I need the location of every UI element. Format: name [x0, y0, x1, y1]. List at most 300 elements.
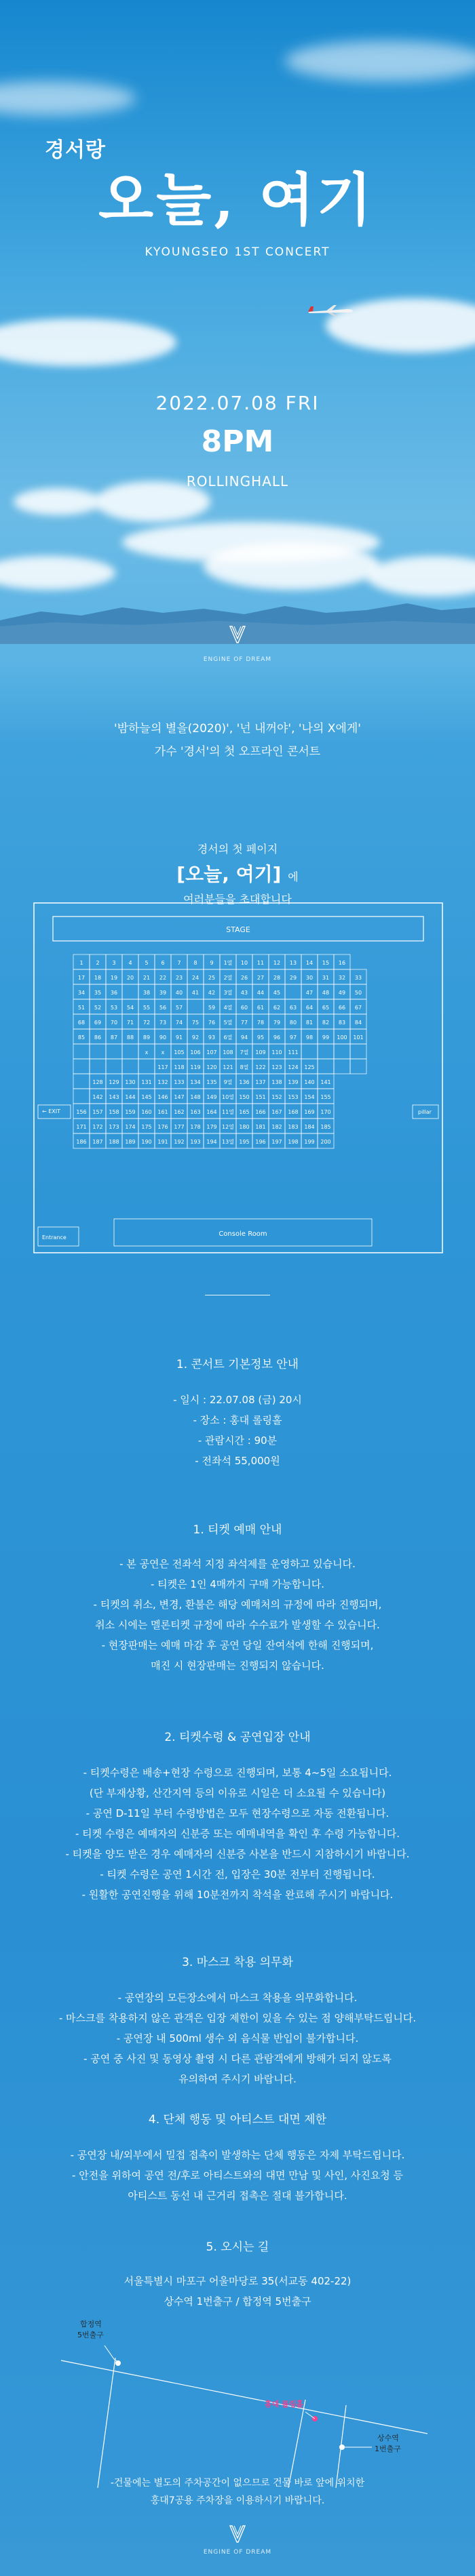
- seat-number: 196: [255, 1139, 266, 1145]
- seat-number: 168: [288, 1109, 299, 1115]
- console-room-label: Console Room: [218, 1230, 267, 1238]
- section-group-body: [0, 2145, 475, 2206]
- concert-date: 2022.07.08 FRI: [155, 392, 320, 414]
- seat-number: 186: [76, 1139, 87, 1145]
- cloud: [0, 319, 176, 366]
- seat-number: 20: [126, 975, 134, 981]
- seat-cell: [187, 999, 204, 1014]
- seat-number: 56: [159, 1005, 167, 1011]
- seat-cell: [318, 1044, 334, 1059]
- row-label: 3열: [223, 990, 233, 996]
- exit-label: ← EXIT: [42, 1108, 61, 1114]
- seat-number: 89: [142, 1034, 151, 1041]
- concert-time: 8PM: [201, 424, 274, 459]
- info-line: - 공연 중 사진 및 동영상 촬영 시 다른 관람객에게 방해가 되지 않도록: [83, 2053, 392, 2065]
- seat-number: 15: [322, 960, 330, 966]
- seat-number: 171: [76, 1124, 87, 1130]
- seat-number: 32: [338, 975, 346, 981]
- seat-number: 158: [109, 1109, 119, 1115]
- info-line: - 안전을 위하여 공연 전/후로 아티스트와의 대면 만남 및 사인, 사진요청 등: [72, 2169, 403, 2181]
- seat-number: 187: [92, 1139, 103, 1145]
- seat-cell: [73, 1059, 90, 1074]
- seat-number: 71: [126, 1020, 134, 1026]
- seat-number: 34: [77, 990, 86, 996]
- pillar-label: pillar: [418, 1109, 432, 1115]
- seat-number: 60: [240, 1005, 248, 1011]
- seat-number: 163: [190, 1109, 201, 1115]
- seat-number: 19: [110, 975, 118, 981]
- seat-number: 185: [320, 1124, 331, 1130]
- seat-number: 175: [141, 1124, 152, 1130]
- seat-cell: [334, 1044, 350, 1059]
- seat-number: x: [161, 1049, 165, 1055]
- seat-number: 4: [128, 960, 132, 966]
- seat-number: 179: [206, 1124, 217, 1130]
- seat-number: 48: [322, 990, 330, 996]
- seat-number: 108: [223, 1049, 233, 1055]
- seat-number: 137: [255, 1079, 266, 1085]
- seat-number: 194: [206, 1139, 217, 1145]
- row-label: 11열: [222, 1109, 234, 1115]
- seat-number: 61: [256, 1005, 265, 1011]
- entrance-label: Entrance: [42, 1234, 66, 1241]
- seat-number: 96: [273, 1034, 281, 1041]
- info-line: - 마스크를 착용하지 않은 관객은 입장 제한이 있을 수 있는 점 양해부탁드립니다.: [58, 2012, 417, 2024]
- concert-venue: ROLLINGHALL: [186, 473, 289, 489]
- seat-number: 132: [157, 1079, 168, 1085]
- seat-number: 72: [142, 1020, 151, 1026]
- seat-number: 97: [289, 1034, 297, 1041]
- seat-number: 59: [208, 1005, 216, 1011]
- seat-number: 77: [240, 1020, 248, 1026]
- row-label: 4열: [223, 1005, 233, 1011]
- seat-number: 65: [322, 1005, 330, 1011]
- seat-number: 44: [256, 990, 265, 996]
- seat-number: 100: [337, 1034, 347, 1041]
- seat-number: 7: [177, 960, 181, 966]
- seat-number: 92: [191, 1034, 200, 1041]
- seat-number: 70: [110, 1020, 118, 1026]
- seat-number: 119: [190, 1064, 201, 1070]
- section-basic-info-title: 1. 콘서트 기본정보 안내: [176, 1358, 299, 1371]
- sangsu-exit-label: 1번출구: [375, 2444, 401, 2453]
- row-label: 5열: [223, 1020, 233, 1026]
- seat-cell: [350, 1059, 366, 1074]
- seat-number: 200: [320, 1139, 331, 1145]
- seat-number: 141: [320, 1079, 331, 1085]
- seat-grid: [73, 954, 366, 1148]
- footer-logo: [221, 2523, 254, 2545]
- seat-number: 55: [142, 1005, 151, 1011]
- seat-number: 28: [273, 975, 281, 981]
- seat-number: 178: [190, 1124, 201, 1130]
- seat-number: 38: [142, 990, 151, 996]
- seat-number: 146: [157, 1094, 168, 1100]
- seat-number: 147: [174, 1094, 185, 1100]
- seat-number: 161: [157, 1109, 168, 1115]
- seat-number: 54: [126, 1005, 134, 1011]
- logo-text: ENGINE OF DREAM: [203, 656, 272, 663]
- seat-number: 197: [271, 1139, 282, 1145]
- seat-number: 142: [92, 1094, 103, 1100]
- seat-number: 181: [255, 1124, 266, 1130]
- seat-number: 81: [305, 1020, 314, 1026]
- seat-number: 190: [141, 1139, 152, 1145]
- seat-number: 78: [256, 1020, 265, 1026]
- intro-invitation: 여러분들을 초대합니다: [183, 893, 292, 906]
- seat-number: 189: [125, 1139, 136, 1145]
- info-line: - 티켓수령은 배송+현장 수령으로 진행되며, 보통 4~5일 소요됩니다.: [83, 1767, 392, 1779]
- seat-number: 176: [157, 1124, 168, 1130]
- intro-first-concert: 가수 '경서'의 첫 오프라인 콘서트: [154, 745, 321, 759]
- seat-number: x: [145, 1049, 149, 1055]
- seat-number: 125: [304, 1064, 315, 1070]
- seat-number: 18: [94, 975, 102, 981]
- row-label: 1열: [223, 960, 233, 966]
- seat-number: 101: [353, 1034, 364, 1041]
- row-label: 9열: [223, 1079, 233, 1085]
- seat-number: 149: [206, 1094, 217, 1100]
- seat-number: 25: [208, 975, 216, 981]
- road: [61, 2360, 428, 2434]
- seat-number: 45: [273, 990, 281, 996]
- seat-number: 165: [239, 1109, 250, 1115]
- seat-number: 183: [288, 1124, 299, 1130]
- section-directions-body: [0, 2271, 475, 2312]
- seat-number: 133: [174, 1079, 185, 1085]
- seat-number: 17: [77, 975, 86, 981]
- seat-number: 128: [92, 1079, 103, 1085]
- seat-number: 192: [174, 1139, 185, 1145]
- seat-number: 191: [157, 1139, 168, 1145]
- section-ticket-entry-title: 2. 티켓수령 & 공연입장 안내: [164, 1731, 311, 1744]
- airplane-icon: [307, 304, 354, 317]
- seat-number: 13: [289, 960, 297, 966]
- seat-number: 64: [305, 1005, 314, 1011]
- seat-number: 53: [110, 1005, 118, 1011]
- seat-number: 73: [159, 1020, 167, 1026]
- seat-number: 66: [338, 1005, 346, 1011]
- seat-number: 49: [338, 990, 346, 996]
- info-line: 아티스트 동선 내 근거리 접촉은 절대 불가합니다.: [128, 2190, 347, 2202]
- seat-number: 95: [256, 1034, 265, 1041]
- seat-number: 1: [79, 960, 83, 966]
- seat-number: 5: [145, 960, 149, 966]
- seat-number: 134: [190, 1079, 201, 1085]
- info-line: 유의하여 주시기 바랍니다.: [178, 2073, 297, 2085]
- seat-number: 123: [271, 1064, 282, 1070]
- seat-number: 80: [289, 1020, 297, 1026]
- seat-number: 63: [289, 1005, 297, 1011]
- parking-line: -건물에는 별도의 주차공간이 없으므로 건물 바로 앞에 위치한: [110, 2478, 365, 2489]
- intro-highlight: [0, 860, 475, 887]
- seat-number: 117: [157, 1064, 168, 1070]
- seat-number: 91: [175, 1034, 183, 1041]
- seat-number: 150: [239, 1094, 250, 1100]
- seat-cell: [122, 1059, 138, 1074]
- seat-cell: [90, 1044, 106, 1059]
- seat-number: 105: [174, 1049, 185, 1055]
- info-line: - 공연장의 모든장소에서 마스크 착용을 의무화합니다.: [117, 1992, 358, 2004]
- section-ticket-booking-title: 1. 티켓 예매 안내: [193, 1523, 282, 1537]
- seat-cell: [73, 1044, 90, 1059]
- seat-number: 74: [175, 1020, 183, 1026]
- seat-number: 184: [304, 1124, 315, 1130]
- seat-number: 35: [94, 990, 102, 996]
- seat-number: 130: [125, 1079, 136, 1085]
- section-directions-title: 5. 오시는 길: [206, 2240, 269, 2254]
- seat-number: 31: [322, 975, 330, 981]
- hall-pointer: [305, 2412, 315, 2419]
- seat-number: 14: [305, 960, 314, 966]
- seat-number: 42: [208, 990, 216, 996]
- row-label: 8열: [240, 1064, 249, 1070]
- seat-number: 62: [273, 1005, 281, 1011]
- seat-number: 24: [191, 975, 200, 981]
- row-label: 2열: [223, 975, 233, 981]
- seat-number: 39: [159, 990, 167, 996]
- seat-cell: [106, 1044, 122, 1059]
- seat-number: 160: [141, 1109, 152, 1115]
- hapjeong-label: 합정역: [80, 2320, 102, 2329]
- info-line: - 티켓 수령은 공연 1시간 전, 입장은 30분 전부터 진행됩니다.: [100, 1868, 375, 1880]
- seat-number: 2: [96, 960, 100, 966]
- seat-number: 145: [141, 1094, 152, 1100]
- seat-number: 156: [76, 1109, 87, 1115]
- info-line: - 공연장 내 500ml 생수 외 음식물 반입이 불가합니다.: [116, 2032, 359, 2045]
- seat-number: 67: [354, 1005, 362, 1011]
- seat-cell: [285, 984, 301, 999]
- seat-number: 139: [288, 1079, 299, 1085]
- stage-label: STAGE: [226, 925, 250, 934]
- seat-number: 151: [255, 1094, 266, 1100]
- info-line: - 본 공연은 전좌석 지정 좌석제를 운영하고 있습니다.: [119, 1558, 356, 1570]
- seat-cell: [73, 1089, 90, 1104]
- seat-number: 169: [304, 1109, 315, 1115]
- seat-number: 87: [110, 1034, 118, 1041]
- hapjeong-pointer: [104, 2346, 119, 2362]
- seat-number: 164: [206, 1109, 217, 1115]
- seat-cell: [73, 1074, 90, 1089]
- seat-number: 50: [354, 990, 362, 996]
- seat-number: 98: [305, 1034, 314, 1041]
- seat-number: 193: [190, 1139, 201, 1145]
- seat-cell: [350, 1044, 366, 1059]
- seat-map: [33, 902, 444, 1254]
- seat-number: 88: [126, 1034, 134, 1041]
- seat-number: 182: [271, 1124, 282, 1130]
- seat-number: 144: [125, 1094, 136, 1100]
- row-label: 6열: [223, 1034, 233, 1041]
- seat-cell: [334, 1059, 350, 1074]
- seat-number: 76: [208, 1020, 216, 1026]
- info-line: (단 부재상황, 산간지역 등의 이유로 시일은 더 소요될 수 있습니다): [89, 1787, 386, 1799]
- seat-number: 157: [92, 1109, 103, 1115]
- seat-number: 152: [271, 1094, 282, 1100]
- info-line: - 현장판매는 예매 마감 후 공연 당일 잔여석에 한해 진행되며,: [101, 1639, 374, 1651]
- seat-number: 195: [239, 1139, 250, 1145]
- seat-number: 27: [256, 975, 265, 981]
- seat-number: 138: [271, 1079, 282, 1085]
- seat-number: 170: [320, 1109, 331, 1115]
- seat-number: 148: [190, 1094, 201, 1100]
- sangsu-label: 상수역: [377, 2434, 399, 2442]
- seat-number: 84: [354, 1020, 362, 1026]
- seat-number: 111: [288, 1049, 299, 1055]
- seat-number: 153: [288, 1094, 299, 1100]
- seat-number: 41: [191, 990, 200, 996]
- seat-cell: [122, 1044, 138, 1059]
- seat-number: 154: [304, 1094, 315, 1100]
- seat-number: 85: [77, 1034, 86, 1041]
- seat-cell: [318, 1059, 334, 1074]
- seat-number: 131: [141, 1079, 152, 1085]
- seat-cell: [106, 1059, 122, 1074]
- seat-number: 26: [240, 975, 248, 981]
- seat-number: 10: [240, 960, 248, 966]
- highlight-suffix: 에: [288, 870, 299, 883]
- seat-number: 82: [322, 1020, 330, 1026]
- info-line: - 전좌석 55,000원: [195, 1455, 280, 1467]
- seat-number: 106: [190, 1049, 201, 1055]
- seat-number: 43: [240, 990, 248, 996]
- parking-notice: [0, 2474, 475, 2510]
- info-line: - 장소 : 홍대 롤링홀: [193, 1414, 282, 1426]
- section-group-title: 4. 단체 행동 및 아티스트 대면 제한: [148, 2113, 327, 2127]
- road: [98, 2358, 115, 2488]
- seat-number: 86: [94, 1034, 102, 1041]
- engine-of-dream-logo: [221, 624, 254, 645]
- info-line: - 티켓은 1인 4매까지 구매 가능합니다.: [151, 1578, 324, 1590]
- seat-cell: [122, 984, 138, 999]
- seat-number: 3: [112, 960, 116, 966]
- seat-number: 136: [239, 1079, 250, 1085]
- concert-subtitle: KYOUNGSEO 1ST CONCERT: [145, 245, 330, 259]
- seat-number: 173: [109, 1124, 119, 1130]
- info-line: - 원활한 공연진행을 위해 10분전까지 착석을 완료해 주시기 바랍니다.: [81, 1889, 394, 1901]
- seat-number: 118: [174, 1064, 185, 1070]
- seat-number: 69: [94, 1020, 102, 1026]
- seat-number: 6: [161, 960, 165, 966]
- info-line: - 관람시간 : 90분: [197, 1434, 278, 1447]
- intro-first-page: 경서의 첫 페이지: [197, 843, 278, 856]
- seat-number: 68: [77, 1020, 86, 1026]
- hapjeong-exit-label: 5번출구: [77, 2331, 104, 2339]
- seat-number: 22: [159, 975, 167, 981]
- seat-number: 162: [174, 1109, 185, 1115]
- seat-number: 107: [206, 1049, 217, 1055]
- seat-number: 8: [193, 960, 197, 966]
- seat-number: 188: [109, 1139, 119, 1145]
- hero-section: [0, 0, 475, 685]
- seat-number: 29: [289, 975, 297, 981]
- seat-number: 121: [223, 1064, 233, 1070]
- seat-number: 135: [206, 1079, 217, 1085]
- row-label: 13열: [222, 1139, 234, 1145]
- concert-title-highlight: [오늘, 여기]: [176, 863, 282, 885]
- seat-number: 129: [109, 1079, 119, 1085]
- seat-number: 36: [110, 990, 118, 996]
- seat-number: 180: [239, 1124, 250, 1130]
- seat-number: 30: [305, 975, 314, 981]
- seat-map-border: [34, 903, 442, 1253]
- cloud: [285, 41, 475, 81]
- seat-number: 16: [338, 960, 346, 966]
- footer-logo-text: ENGINE OF DREAM: [203, 2549, 272, 2556]
- intro-songs: '밤하늘의 별을(2020)', '넌 내꺼야', '나의 X에게': [114, 722, 361, 736]
- seat-number: 167: [271, 1109, 282, 1115]
- seat-number: 99: [322, 1034, 330, 1041]
- hapjeong-marker-icon: [115, 2360, 121, 2366]
- seat-number: 93: [208, 1034, 216, 1041]
- info-line: - 공연장 내/외부에서 밀접 접촉이 발생하는 단체 행동은 자제 부탁드립니다.: [70, 2149, 405, 2161]
- seat-number: 57: [175, 1005, 183, 1011]
- directions-map: [48, 2318, 428, 2488]
- seat-number: 166: [255, 1109, 266, 1115]
- seat-number: 159: [125, 1109, 136, 1115]
- seat-number: 140: [304, 1079, 315, 1085]
- seat-number: 124: [288, 1064, 299, 1070]
- row-label: 12열: [222, 1124, 234, 1130]
- seat-number: 23: [175, 975, 183, 981]
- seat-cell: [301, 1044, 318, 1059]
- section-mask-title: 3. 마스크 착용 의무화: [182, 1956, 293, 1969]
- seat-number: 90: [159, 1034, 167, 1041]
- seat-number: 155: [320, 1094, 331, 1100]
- seat-number: 12: [273, 960, 281, 966]
- seat-number: 177: [174, 1124, 185, 1130]
- seat-number: 110: [271, 1049, 282, 1055]
- seat-number: 83: [338, 1020, 346, 1026]
- seat-number: 198: [288, 1139, 299, 1145]
- row-label: 10열: [222, 1094, 234, 1100]
- seat-cell: [90, 1059, 106, 1074]
- info-line: - 티켓 수령은 예매자의 신분증 또는 예매내역을 확인 후 수령 가능합니다.: [75, 1828, 400, 1840]
- seat-number: 52: [94, 1005, 102, 1011]
- info-line: - 일시 : 22.07.08 (금) 20시: [173, 1394, 302, 1406]
- section-mask-body: [0, 1988, 475, 2089]
- seat-number: 122: [255, 1064, 266, 1070]
- seat-number: 11: [256, 960, 265, 966]
- info-line: - 티켓의 취소, 변경, 환불은 해당 예매처의 규정에 따라 진행되며,: [93, 1598, 382, 1611]
- seat-number: 174: [125, 1124, 136, 1130]
- section-basic-info-body: [0, 1390, 475, 1471]
- address-line: 서울특별시 마포구 어울마당로 35(서교동 402-22): [124, 2275, 352, 2287]
- info-line: 취소 시에는 멜론티켓 규정에 따라 수수료가 발생할 수 있습니다.: [95, 1619, 380, 1631]
- section-ticket-entry-body: [0, 1763, 475, 1905]
- seat-number: 75: [191, 1020, 200, 1026]
- seat-number: 40: [175, 990, 183, 996]
- artist-name: 경서랑: [45, 138, 106, 162]
- seat-number: 79: [273, 1020, 281, 1026]
- seat-number: 143: [109, 1094, 119, 1100]
- cloud: [14, 488, 102, 515]
- section-ticket-booking-body: [0, 1554, 475, 1676]
- info-line: - 공연 D-11일 부터 수령방법은 모두 현장수령으로 자동 전환됩니다.: [86, 1807, 390, 1819]
- seat-number: 51: [77, 1005, 86, 1011]
- seat-number: 9: [210, 960, 214, 966]
- rolling-hall-label: 홍대 롤링홀: [265, 2400, 303, 2409]
- row-label: 7열: [240, 1049, 249, 1055]
- seat-cell: [138, 1059, 155, 1074]
- station-line: 상수역 1번출구 / 합정역 5번출구: [164, 2295, 311, 2308]
- info-line: 매진 시 현장판매는 진행되지 않습니다.: [151, 1659, 324, 1672]
- seat-number: 33: [354, 975, 362, 981]
- seat-number: 47: [305, 990, 314, 996]
- info-line: - 티켓을 양도 받은 경우 예매자의 신분증 사본을 반드시 지참하시기 바랍니다.: [65, 1848, 410, 1860]
- seat-number: 94: [240, 1034, 248, 1041]
- seat-number: 199: [304, 1139, 315, 1145]
